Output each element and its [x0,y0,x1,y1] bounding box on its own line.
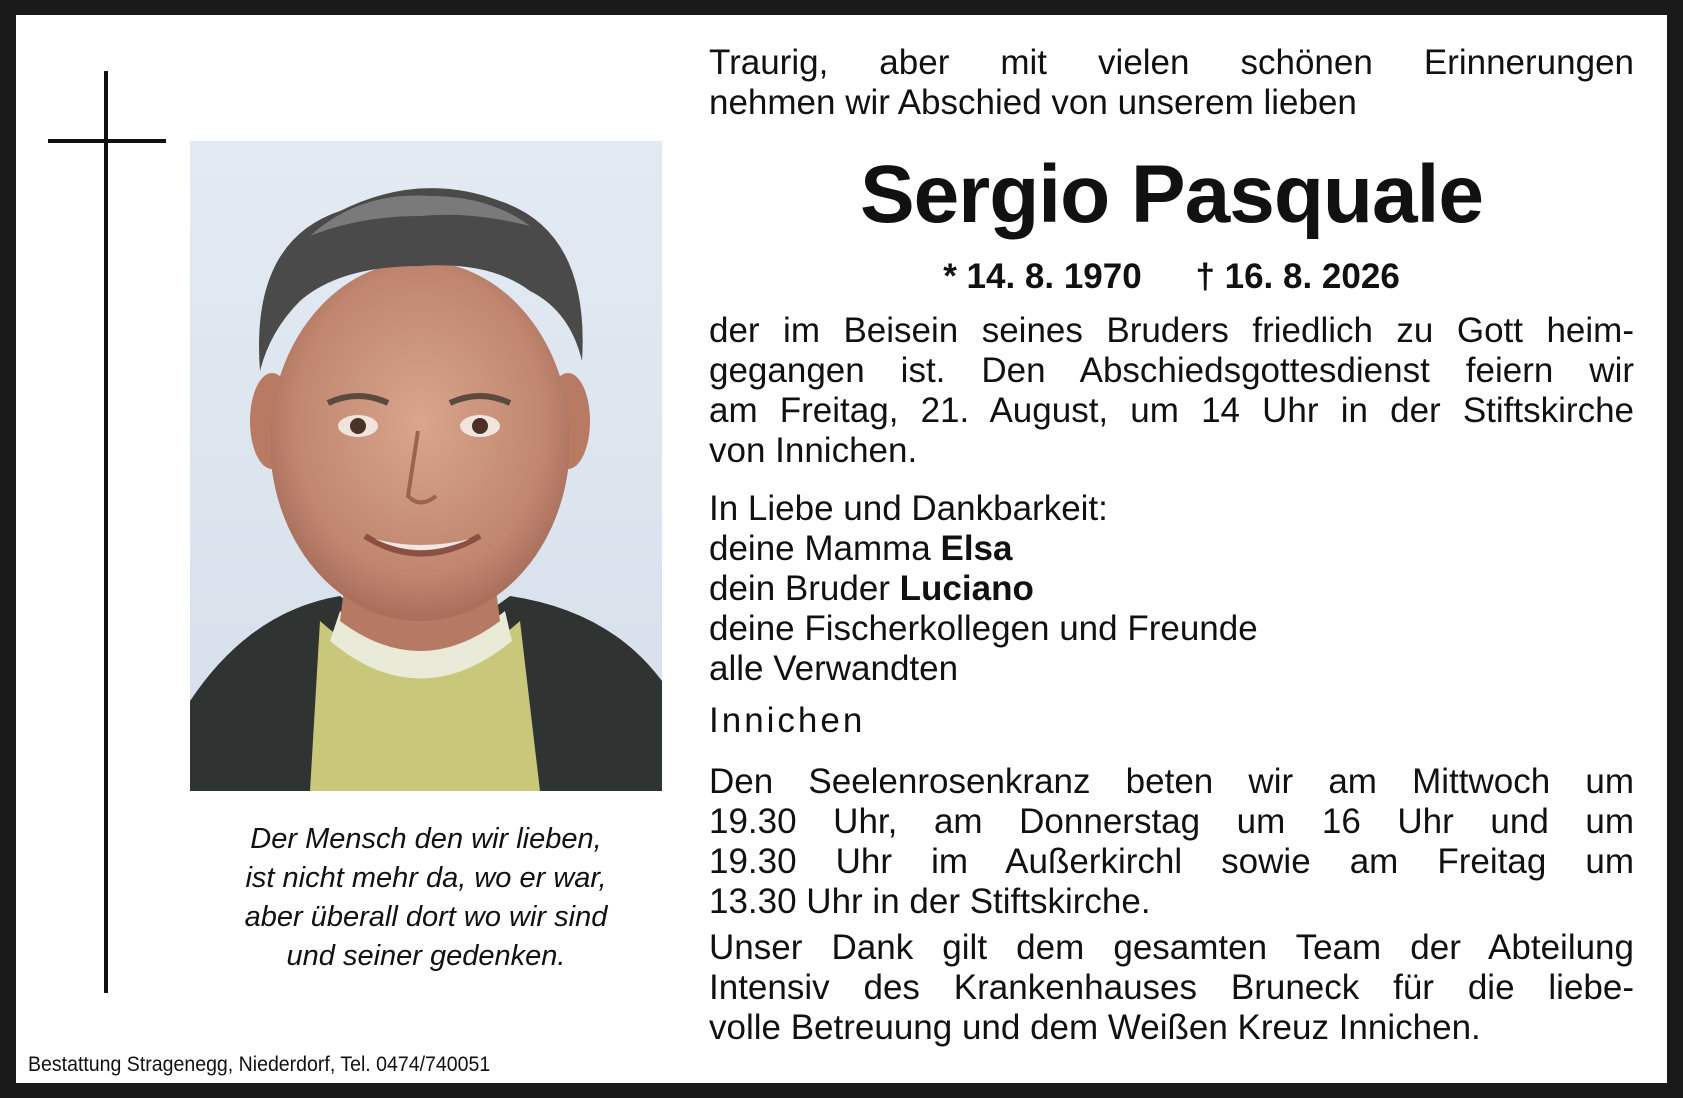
announcement-line: der im Beisein seines Bruders friedlich zu Gott heim- [709,311,1634,350]
family-mother [709,529,1634,569]
family-relatives: alle Verwandten [709,649,959,688]
verse-line: ist nicht mehr da, wo er war, [245,862,607,894]
portrait-photo [190,141,662,791]
family-mother-prefix: deine Mamma [709,529,941,568]
thanks-line: volle Betreuung und dem Weißen Kreuz Innichen. [709,1008,1481,1047]
family-colleagues: deine Fischerkollegen und Freunde [709,609,1258,648]
rosary-line: 19.30 Uhr, am Donnerstag um 16 Uhr und um [709,802,1634,841]
funeral-home-footer: Bestattung Stragenegg, Niederdorf, Tel. 0474/740051 [28,1053,491,1076]
rosary-line: 19.30 Uhr im Außerkirchl sowie am Freitag um [709,842,1634,881]
verse-line: aber überall dort wo wir sind [244,901,608,933]
family-brother-name: Luciano [899,569,1034,608]
thanks-line: Intensiv des Krankenhauses Bruneck für die liebe- [709,968,1634,1007]
family-brother [709,569,1634,609]
deceased-name: Sergio Pasquale [859,149,1484,240]
obituary-card [16,15,1667,1083]
death-date: † 16. 8. 2026 [1195,257,1400,296]
location: Innichen [709,701,866,740]
cross-icon [104,71,108,993]
thanks-text [709,928,1634,1048]
announcement-line: am Freitag, 21. August, um 14 Uhr in der Stiftskirche [709,391,1634,430]
rosary-line: 13.30 Uhr in der Stiftskirche. [709,882,1151,921]
verse-line: Der Mensch den wir lieben, [250,823,602,855]
family-list [709,489,1634,689]
birth-date: * 14. 8. 1970 [943,257,1142,296]
family-mother-name: Elsa [940,529,1013,568]
verse-line: und seiner gedenken. [286,940,566,972]
rosary-text [709,762,1634,922]
rosary-line: Den Seelenrosenkranz beten wir am Mittwoch um [709,762,1634,801]
cross-icon-bar [48,139,166,143]
memorial-verse [190,820,662,976]
life-dates [709,255,1634,299]
announcement-line: von Innichen. [709,431,918,470]
intro-line: nehmen wir Abschied von unserem lieben [709,83,1357,122]
thanks-line: Unser Dank gilt dem gesamten Team der Abteilung [709,928,1634,967]
announcement-line: gegangen ist. Den Abschiedsgottesdienst feiern wir [709,351,1634,390]
family-brother-prefix: dein Bruder [709,569,900,608]
family-heading: In Liebe und Dankbarkeit: [709,489,1108,528]
intro-text [709,43,1634,123]
announcement-text [709,311,1634,471]
intro-line: Traurig, aber mit vielen schönen Erinnerungen [709,43,1634,82]
